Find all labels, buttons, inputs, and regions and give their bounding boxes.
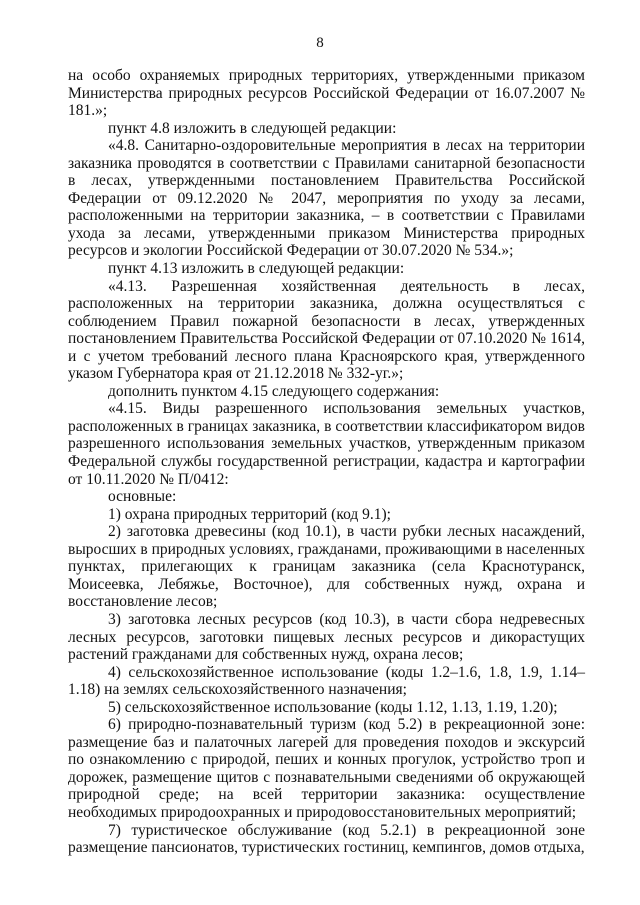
- paragraph-item-4-15: «4.15. Виды разрешенного использования земельных участков, расположенных в границах заказника, в соответствии классификатором видов разрешенного использования земельных участков, утвержденным приказом Федеральной службы государственной регистрации, кадастра и картографии от 10.11.2020 № П/0412:: [68, 400, 585, 488]
- list-item-7: 7) туристическое обслуживание (код 5.2.1) в рекреационной зоне размещение пансионатов, туристических гостиниц, кемпингов, домов отдыха,: [68, 821, 585, 857]
- paragraph-intro-4-8: пункт 4.8 изложить в следующей редакции:: [108, 119, 397, 137]
- paragraph-item-4-13: «4.13. Разрешенная хозяйственная деятельность в лесах, расположенных на территории заказника, должна осуществляться с соблюдением Правил пожарной безопасности в лесах, утвержденных постановлением Правительства Российской Федерации от 07.10.2020 № 1614, и с учетом требований лесного плана Красноярского края, утвержденного указом Губернатора края от 21.12.2018 № 332-уг.»;: [68, 277, 585, 383]
- paragraph-intro-4-15: дополнить пунктом 4.15 следующего содержания:: [108, 382, 440, 400]
- document-body: [68, 67, 585, 857]
- paragraph-main-heading: основные:: [108, 488, 177, 506]
- list-item-5: 5) сельскохозяйственное использование (коды 1.12, 1.13, 1.19, 1.20);: [108, 698, 558, 716]
- list-item-6: 6) природно-познавательный туризм (код 5.2) в рекреационной зоне: размещение баз и палаточных лагерей для проведения походов и экскурсий по ознакомлению с природой, пеших и конных прогулок, устройство троп и дорожек, размещение щитов с познавательными сведениями об окружающей природной среде; на всей территории заказника: осуществление необходимых природоохранных и природовосстановительных мероприятий;: [68, 716, 585, 821]
- list-item-1: 1) охрана природных территорий (код 9.1);: [108, 505, 391, 523]
- list-item-4: 4) сельскохозяйственное использование (коды 1.2–1.6, 1.8, 1.9, 1.14–1.18) на землях сельскохозяйственного назначения;: [68, 663, 585, 699]
- paragraph-intro-4-13: пункт 4.13 изложить в следующей редакции:: [108, 260, 405, 278]
- list-item-3: 3) заготовка лесных ресурсов (код 10.3), в части сбора недревесных лесных ресурсов, заготовки пищевых лесных ресурсов и дикорастущих растений гражданами для собственных нужд, охрана лесов;: [68, 610, 585, 664]
- page-number: 8: [316, 35, 324, 51]
- list-item-2: 2) заготовка древесины (код 10.1), в части рубки лесных насаждений, выросших в природных условиях, гражданами, проживающими в населенных пунктах, прилегающих к границам заказника (села Краснотуранск, Моисеевка, Лебяжье, Восточное), для собственных нужд, охрана и восстановление лесов;: [68, 523, 585, 611]
- paragraph-continuation: на особо охраняемых природных территориях, утвержденными приказом Министерства природных ресурсов Российской Федерации от 16.07.2007 № 181.»;: [68, 67, 585, 120]
- paragraph-item-4-8: «4.8. Санитарно-оздоровительные мероприятия в лесах на территории заказника проводятся в соответствии с Правилами санитарной безопасности в лесах, утвержденными постановлением Правительства Российской Федерации от 09.12.2020 № 2047, мероприятия по уходу за лесами, расположенными на территории заказника, – в соответствии с Правилами ухода за лесами, утвержденными приказом Министерства природных ресурсов и экологии Российской Федерации от 30.07.2020 № 534.»;: [68, 137, 585, 260]
